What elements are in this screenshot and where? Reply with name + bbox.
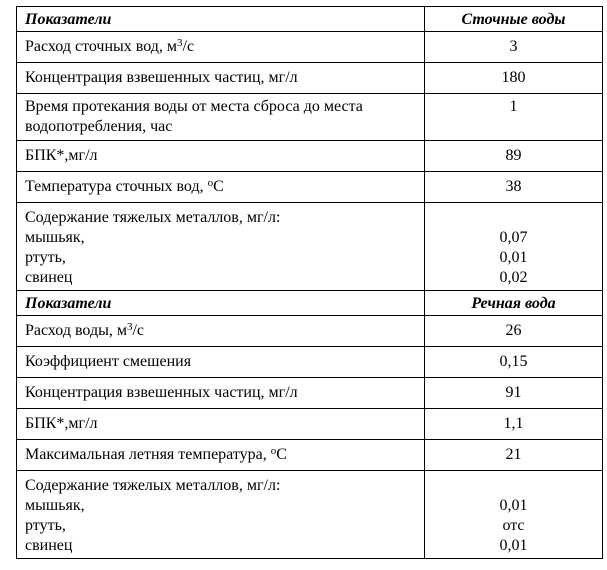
metal-value: 0,01 — [499, 249, 528, 266]
table-row — [17, 409, 603, 440]
row-label: Максимальная летняя температура, $^о$С — [17, 440, 425, 471]
table-row — [17, 172, 603, 203]
row-value: 38 — [425, 172, 603, 203]
row-label: Концентрация взвешенных частиц, мг/л — [17, 63, 425, 94]
section1-header-row — [17, 7, 603, 32]
section1-header-value: Сточные воды — [425, 7, 603, 32]
metal-name: мышьяк, — [25, 229, 85, 246]
row-label: Концентрация взвешенных частиц, мг/л — [17, 378, 425, 409]
metals-label — [17, 203, 425, 291]
row-value: 91 — [425, 378, 603, 409]
metals-title: Содержание тяжелых металлов, мг/л: — [25, 477, 281, 494]
table-row — [17, 378, 603, 409]
parameters-table — [16, 6, 603, 559]
table-row — [17, 32, 603, 63]
row-label: Температура сточных вод, $^о$С — [17, 172, 425, 203]
row-label: Время протекания воды от места сброса до места водопотребления, час — [17, 94, 425, 141]
metal-name: свинец — [25, 269, 73, 286]
metal-value: 0,02 — [499, 269, 528, 286]
table-row — [17, 141, 603, 172]
metals-row — [17, 203, 603, 291]
row-label: БПК*,мг/л — [17, 409, 425, 440]
row-value: 1,1 — [425, 409, 603, 440]
table-row — [17, 94, 603, 141]
row-value: 3 — [425, 32, 603, 63]
table-row — [17, 316, 603, 347]
metal-name: мышьяк, — [25, 497, 85, 514]
row-value: 89 — [425, 141, 603, 172]
section2-header-value: Речная вода — [425, 291, 603, 316]
row-value: 0,15 — [425, 347, 603, 378]
section1-header-label: Показатели — [17, 7, 425, 32]
metals-values — [425, 203, 603, 291]
metals-label — [17, 471, 425, 559]
section2-header-label: Показатели — [17, 291, 425, 316]
row-value: 21 — [425, 440, 603, 471]
metal-name: ртуть, — [25, 517, 66, 534]
section2-header-row — [17, 291, 603, 316]
metals-row — [17, 471, 603, 559]
row-label: Расход воды, $м^3/с$ — [17, 316, 425, 347]
metal-name: свинец — [25, 537, 73, 554]
row-label: БПК*,мг/л — [17, 141, 425, 172]
metal-name: ртуть, — [25, 249, 66, 266]
row-value: 180 — [425, 63, 603, 94]
table-row — [17, 440, 603, 471]
metals-title: Содержание тяжелых металлов, мг/л: — [25, 209, 281, 226]
metal-value: 0,07 — [499, 229, 528, 246]
row-value: 1 — [425, 94, 603, 141]
metal-value: 0,01 — [499, 537, 528, 554]
metals-values — [425, 471, 603, 559]
metal-value: 0,01 — [499, 497, 528, 514]
metal-value: отс — [502, 517, 525, 534]
row-label: Расход сточных вод, $м^3/с$ — [17, 32, 425, 63]
table-row — [17, 347, 603, 378]
table-row — [17, 63, 603, 94]
row-value: 26 — [425, 316, 603, 347]
row-label: Коэффициент смешения — [17, 347, 425, 378]
